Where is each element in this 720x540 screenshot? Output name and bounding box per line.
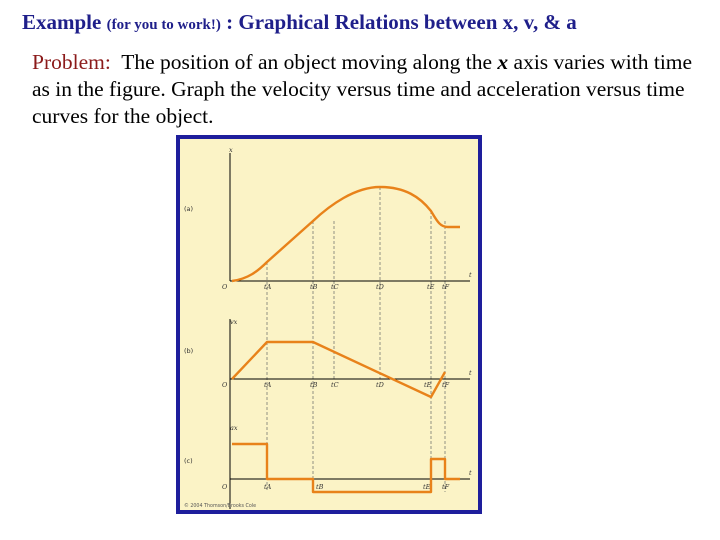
panel-c-tag: (c): [184, 457, 193, 465]
problem-variable: x: [497, 50, 509, 74]
title-rest: Graphical Relations between x, v, & a: [238, 10, 577, 34]
panel-a-t-label: t: [469, 271, 472, 279]
panel-a-tick-tA: tA: [264, 283, 272, 291]
panel-b-tick-tA: tA: [264, 381, 272, 389]
panel-b-tick-tF: tF: [442, 381, 450, 389]
panel-c-tick-tA: tA: [264, 483, 272, 491]
title-separator: :: [226, 10, 234, 34]
title-note: (for you to work!): [106, 17, 221, 33]
panel-b-origin: O: [222, 381, 228, 389]
kinematics-figure: [176, 135, 482, 514]
kinematics-diagram: [180, 139, 478, 510]
panel-b-tick-tB: tB: [310, 381, 318, 389]
panel-a-tick-tE: tE: [427, 283, 435, 291]
panel-acceleration: [184, 424, 472, 509]
position-curve: [232, 187, 460, 281]
problem-statement: [32, 49, 700, 130]
panel-c-tick-tF: tF: [442, 483, 450, 491]
panel-velocity: [184, 318, 472, 424]
panel-c-tick-tE: tE: [423, 483, 431, 491]
title-main: Example: [22, 10, 102, 34]
panel-a-tag: (a): [184, 205, 194, 213]
problem-text-after: axis varies with time as in the figure. Graph the velocity versus time and acceleration versus time curves for the object.: [32, 50, 693, 128]
panel-position: [184, 146, 472, 291]
figure-copyright: © 2004 Thomson/Brooks Cole: [184, 504, 257, 509]
panel-b-y-label: vx: [230, 318, 238, 326]
panel-b-tag: (b): [184, 347, 194, 355]
panel-b-tick-tE: tE: [424, 381, 432, 389]
panel-c-t-label: t: [469, 469, 472, 477]
panel-c-tick-tB: tB: [316, 483, 324, 491]
panel-c-y-label: ax: [230, 424, 238, 432]
panel-a-tick-tD: tD: [376, 283, 384, 291]
panel-a-tick-tF: tF: [442, 283, 450, 291]
panel-a-tick-tC: tC: [331, 283, 339, 291]
panel-b-tick-tD: tD: [376, 381, 384, 389]
panel-b-tick-tC: tC: [331, 381, 339, 389]
slide-title: [22, 10, 712, 35]
panel-a-y-label: x: [229, 146, 233, 154]
panel-a-origin: O: [222, 283, 228, 291]
panel-b-t-label: t: [469, 369, 472, 377]
problem-text-before: The position of an object moving along the: [121, 50, 493, 74]
panel-a-tick-tB: tB: [310, 283, 318, 291]
problem-label: Problem:: [32, 50, 111, 74]
panel-c-origin: O: [222, 483, 228, 491]
